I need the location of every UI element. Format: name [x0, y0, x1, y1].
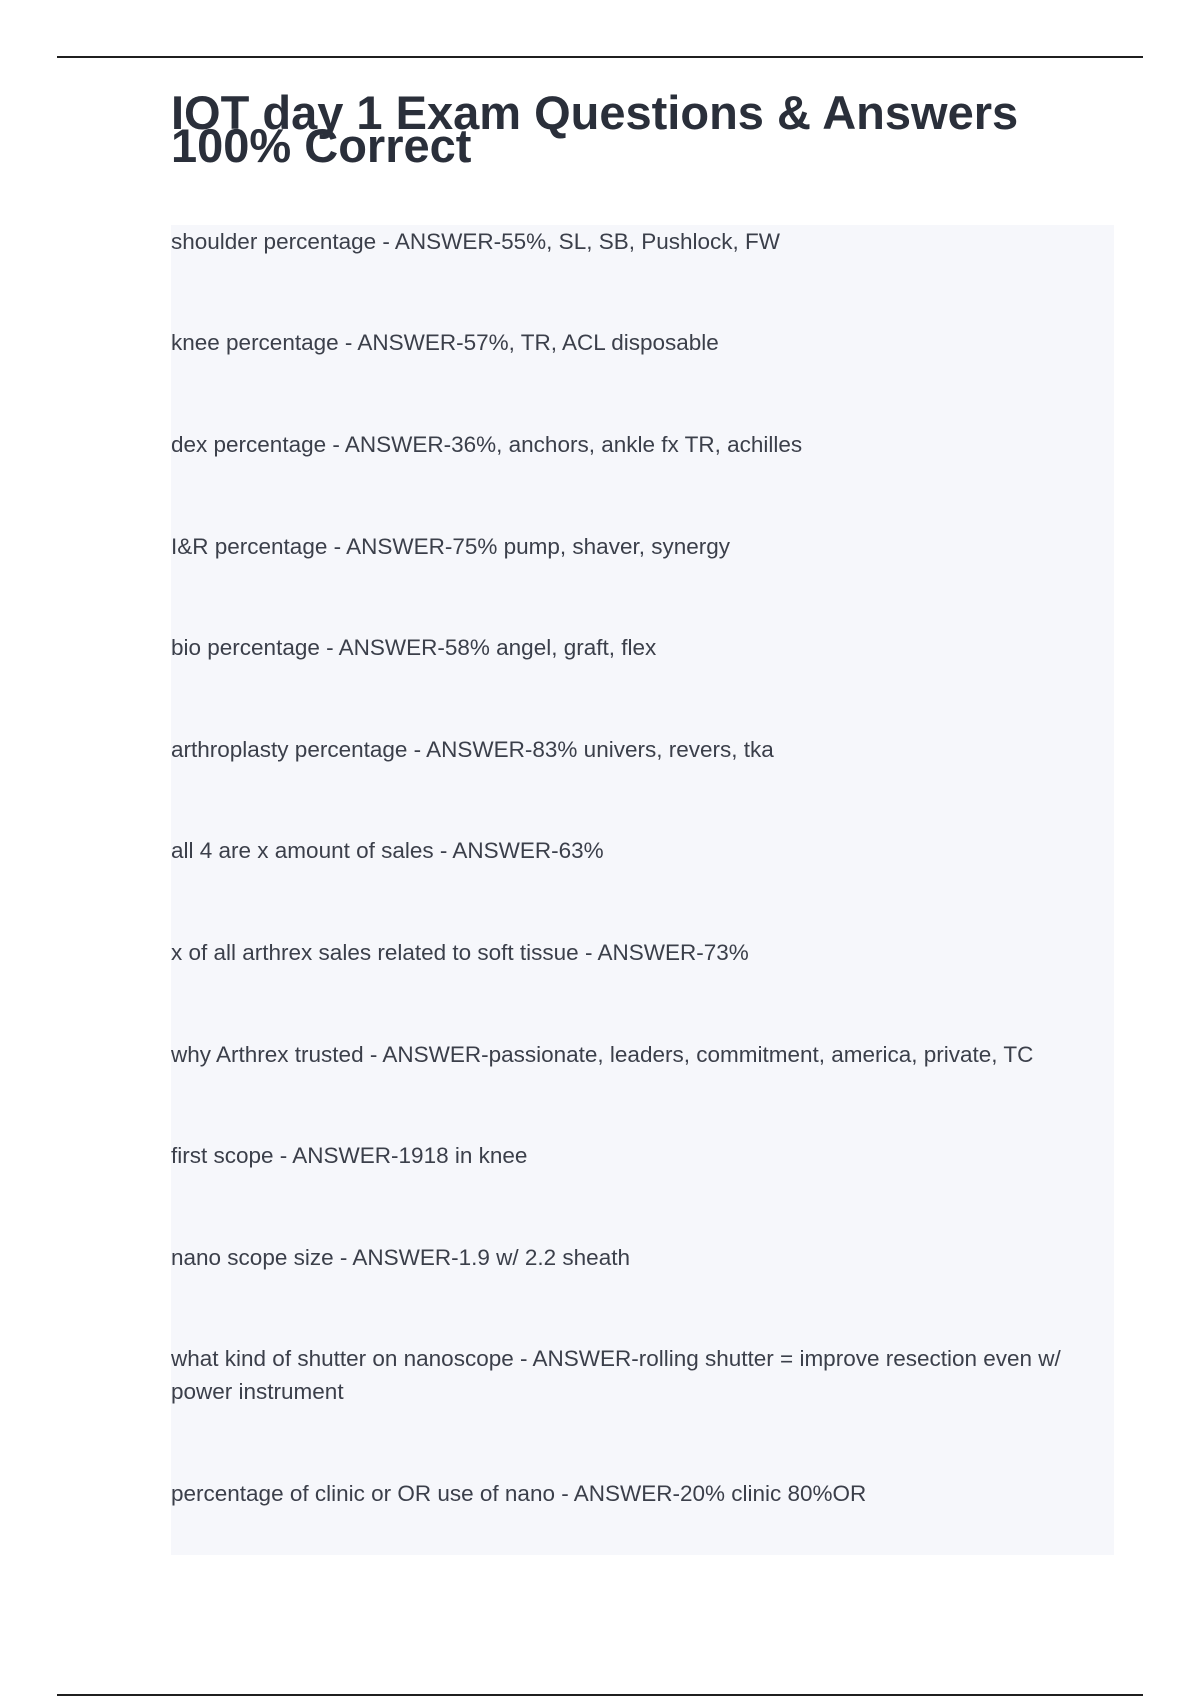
qa-item: why Arthrex trusted - ANSWER-passionate, leaders, commitment, america, private, TC: [171, 1042, 1034, 1067]
page-title: IOT day 1 Exam Questions & Answers 100% Correct: [171, 86, 1019, 172]
top-divider: [57, 56, 1143, 58]
qa-item: all 4 are x amount of sales - ANSWER-63%: [171, 838, 604, 863]
qa-item: nano scope size - ANSWER-1.9 w/ 2.2 sheath: [171, 1245, 630, 1270]
qa-list: [171, 225, 1114, 1555]
qa-item: what kind of shutter on nanoscope - ANSWER-rolling shutter = improve resection even w/ power instrument: [171, 1346, 1061, 1404]
bottom-divider: [57, 1694, 1143, 1696]
qa-item: knee percentage - ANSWER-57%, TR, ACL disposable: [171, 330, 719, 355]
qa-item: shoulder percentage - ANSWER-55%, SL, SB, Pushlock, FW: [171, 229, 781, 254]
qa-item: x of all arthrex sales related to soft tissue - ANSWER-73%: [171, 940, 749, 965]
qa-item: percentage of clinic or OR use of nano - ANSWER-20% clinic 80%OR: [171, 1481, 867, 1506]
qa-item: I&R percentage - ANSWER-75% pump, shaver, synergy: [171, 534, 730, 559]
qa-item: arthroplasty percentage - ANSWER-83% univers, revers, tka: [171, 737, 774, 762]
qa-item: dex percentage - ANSWER-36%, anchors, ankle fx TR, achilles: [171, 432, 803, 457]
qa-item: bio percentage - ANSWER-58% angel, graft, flex: [171, 635, 657, 660]
qa-item: first scope - ANSWER-1918 in knee: [171, 1143, 528, 1168]
